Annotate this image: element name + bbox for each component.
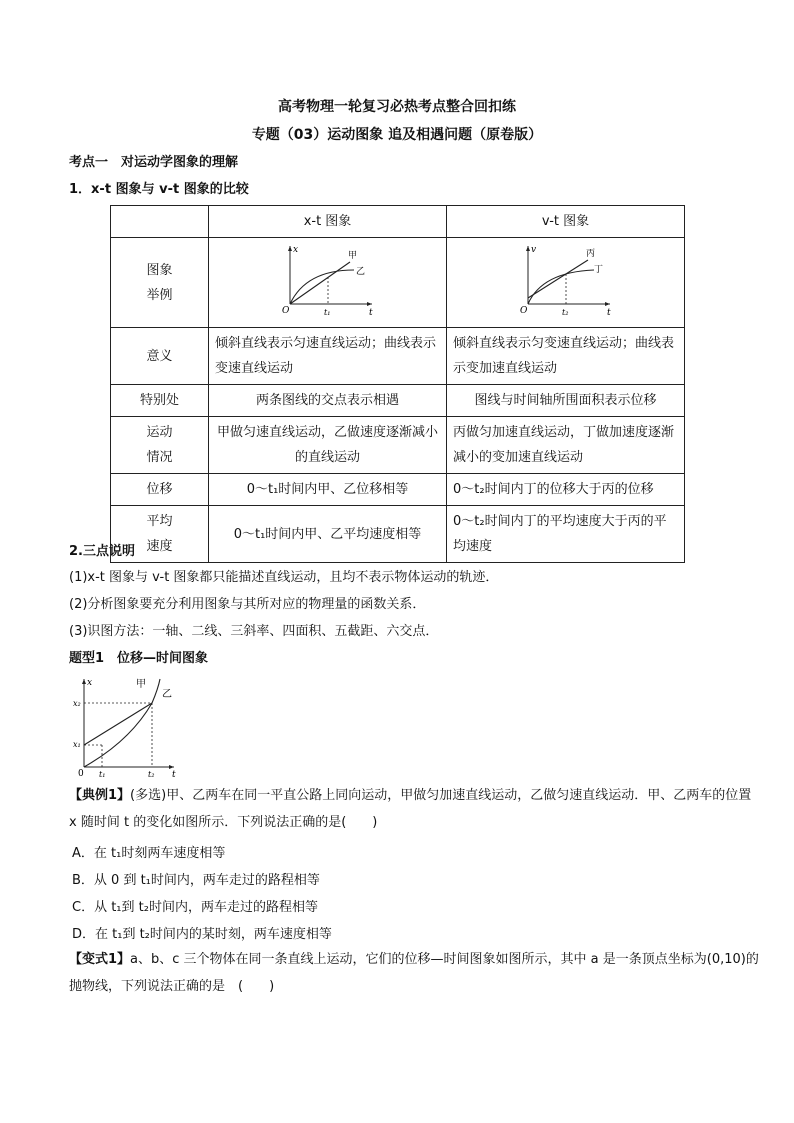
- xt-curve-jia: 甲: [347, 251, 357, 261]
- example1-text: (多选)甲、乙两车在同一平直公路上同向运动，甲做匀加速直线运动，乙做匀速直线运动．甲、乙两车的位置 x 随时间 t 的变化如图所示．下列说法正确的是( ): [69, 788, 752, 830]
- row-xt-cell: 0～t₁时间内甲、乙平均速度相等: [209, 506, 447, 563]
- table-row: [111, 238, 685, 328]
- xt-origin: O: [281, 306, 289, 316]
- table-header-empty: [111, 206, 209, 238]
- vt-tick-t2: t₂: [561, 308, 568, 316]
- figure-curve-jia: 甲: [136, 679, 146, 690]
- figure-svg: [70, 675, 182, 779]
- table-header-row: [111, 206, 685, 238]
- xt-graph-svg: [278, 240, 378, 316]
- vt-example-graph: [447, 238, 685, 328]
- row-label: 特别处: [111, 385, 209, 417]
- section2-p2: (2)分析图象要充分利用图象与其所对应的物理量的函数关系．: [69, 597, 426, 612]
- variant1-question: [69, 946, 759, 1000]
- row-xt-cell: 0～t₁时间内甲、乙位移相等: [209, 474, 447, 506]
- row-label: 图象 举例: [111, 238, 209, 328]
- figure-t1: t₁: [99, 770, 106, 779]
- vt-axis-v: v: [530, 245, 536, 255]
- figure-t2: t₂: [148, 770, 155, 779]
- row-label: 运动 情况: [111, 417, 209, 474]
- example1-option-c: C．从 t₁到 t₂时间内，两车走过的路程相等: [72, 900, 318, 915]
- figure-axis-x: x: [87, 678, 93, 688]
- section1-item1: 1．x-t 图象与 v-t 图象的比较: [69, 182, 249, 197]
- section1-heading: 考点一 对运动学图象的理解: [69, 155, 239, 170]
- vt-curve-ding: 丁: [593, 265, 603, 275]
- row-label: 位移: [111, 474, 209, 506]
- example1-option-b: B．从 0 到 t₁时间内，两车走过的路程相等: [72, 873, 320, 888]
- row-vt-cell: 丙做匀加速直线运动，丁做加速度逐渐减小的变加速直线运动: [447, 417, 685, 474]
- comparison-table: [110, 205, 685, 563]
- table-row: [111, 474, 685, 506]
- page-subtitle: 专题（03）运动图象 追及相遇问题（原卷版）: [251, 127, 543, 143]
- table-row: [111, 385, 685, 417]
- section2-p3: (3)识图方法：一轴、二线、三斜率、四面积、五截距、六交点．: [69, 624, 439, 639]
- section2-p1: (1)x-t 图象与 v-t 图象都只能描述直线运动，且均不表示物体运动的轨迹．: [69, 570, 499, 585]
- vt-origin: O: [519, 306, 527, 316]
- xt-example-graph: [209, 238, 447, 328]
- page-title: 高考物理一轮复习必热考点整合回扣练: [278, 99, 516, 115]
- row-vt-cell: 图线与时间轴所围面积表示位移: [447, 385, 685, 417]
- figure-axis-t: t: [172, 770, 176, 779]
- row-label: 意义: [111, 328, 209, 385]
- xt-axis-t: t: [368, 308, 373, 316]
- example1-option-a: A．在 t₁时刻两车速度相等: [72, 846, 226, 861]
- xt-curve-yi: 乙: [355, 267, 365, 277]
- row-label: 平均 速度: [111, 506, 209, 563]
- row-xt-cell: 倾斜直线表示匀速直线运动；曲线表示变速直线运动: [209, 328, 447, 385]
- vt-graph-svg: [516, 240, 616, 316]
- xt-tick-t1: t₁: [323, 308, 330, 316]
- figure-origin: 0: [78, 769, 84, 779]
- example1-option-d: D．在 t₁到 t₂时间内的某时刻，两车速度相等: [72, 927, 332, 942]
- row-vt-cell: 0～t₂时间内丁的平均速度大于丙的平均速度: [447, 506, 685, 563]
- position-time-figure: [70, 675, 182, 783]
- example1-question: [69, 782, 759, 836]
- figure-curve-yi: 乙: [162, 689, 172, 700]
- example1-tag: 【典例1】: [69, 788, 131, 803]
- vt-axis-t: t: [606, 308, 611, 316]
- table-row: [111, 417, 685, 474]
- row-vt-cell: 0～t₂时间内丁的位移大于丙的位移: [447, 474, 685, 506]
- figure-x1: x₁: [73, 740, 81, 749]
- row-vt-cell: 倾斜直线表示匀变速直线运动；曲线表示变加速直线运动: [447, 328, 685, 385]
- table-row: [111, 506, 685, 563]
- row-xt-cell: 甲做匀速直线运动，乙做速度逐渐减小的直线运动: [209, 417, 447, 474]
- table-header-xt: x-t 图象: [209, 206, 447, 238]
- variant1-tag: 【变式1】: [69, 952, 131, 967]
- variant1-text: a、b、c 三个物体在同一条直线上运动，它们的位移—时间图象如图所示，其中 a 是一条顶点坐标为(0,10)的抛物线，下列说法正确的是 ( ): [69, 952, 759, 994]
- topic1-heading: 题型1 位移—时间图象: [69, 651, 209, 666]
- row-xt-cell: 两条图线的交点表示相遇: [209, 385, 447, 417]
- figure-x2: x₂: [73, 699, 81, 708]
- table-header-vt: v-t 图象: [447, 206, 685, 238]
- section2-heading: 2.三点说明: [69, 544, 135, 559]
- xt-axis-x: x: [292, 245, 298, 255]
- table-row: [111, 328, 685, 385]
- vt-curve-bing: 丙: [585, 249, 595, 259]
